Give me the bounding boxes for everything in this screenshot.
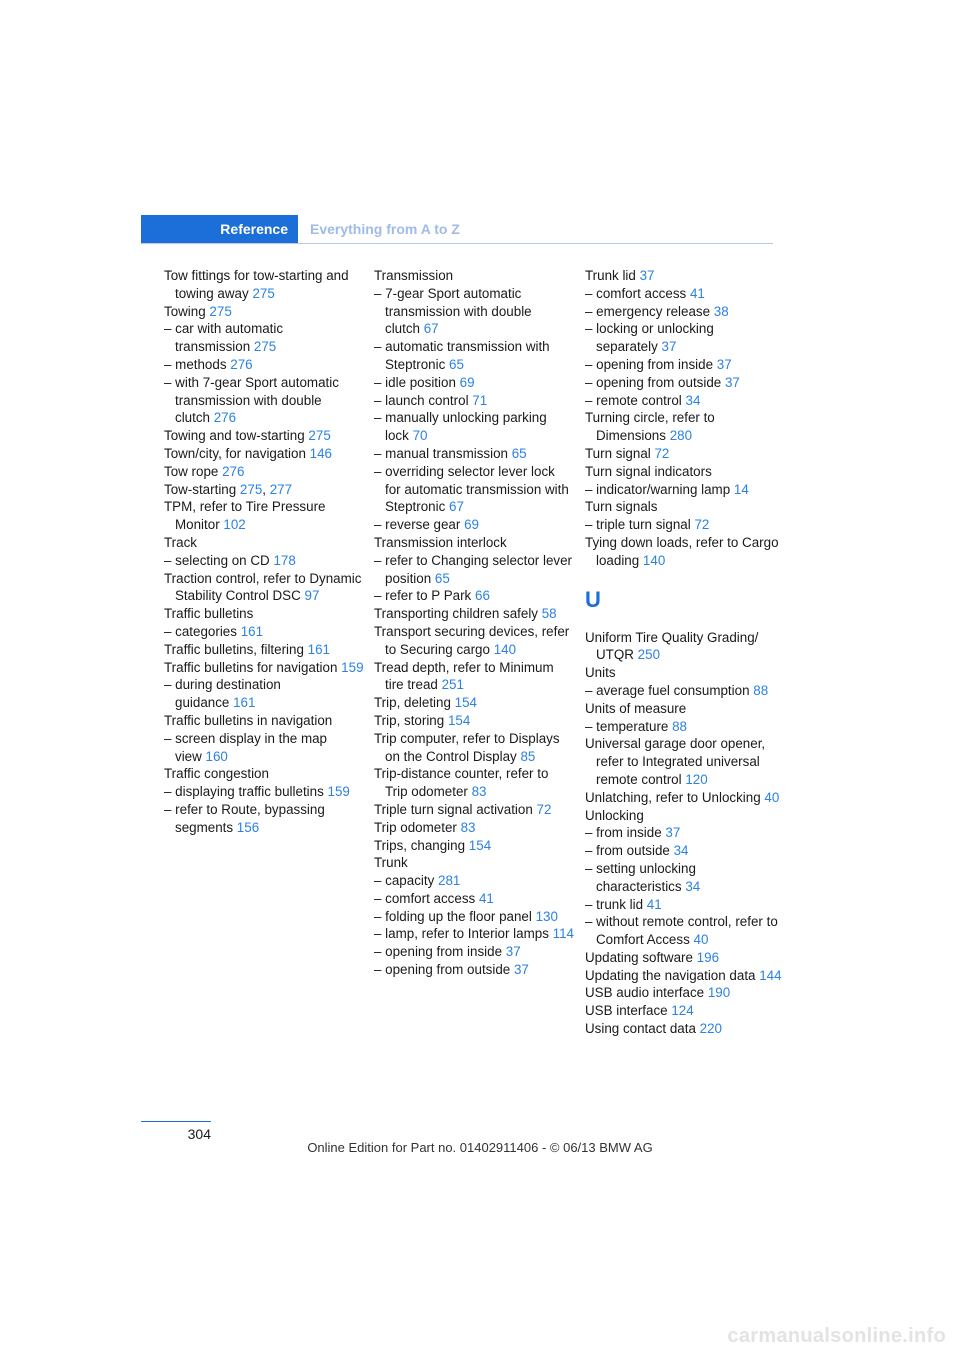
page-reference-link[interactable]: 220	[699, 1021, 722, 1037]
page-reference-link[interactable]: 276	[230, 356, 253, 372]
page-reference-link[interactable]: 69	[464, 517, 479, 533]
index-entry	[374, 623, 574, 659]
index-entry	[585, 303, 785, 321]
index-term: Town/city, for navigation	[164, 445, 306, 461]
index-entry	[374, 659, 574, 695]
page-reference-link[interactable]: 88	[753, 682, 769, 698]
index-term: – 7-gear Sport automatic transmission with double clutch	[374, 285, 532, 337]
index-term: – capacity	[374, 873, 435, 889]
index-entry	[164, 534, 364, 552]
page-reference-link[interactable]: 154	[447, 712, 471, 728]
index-term: – comfort access	[374, 890, 476, 906]
index-entry	[585, 1020, 785, 1038]
index-entry	[374, 890, 574, 908]
page-reference-link[interactable]: 67	[449, 499, 464, 515]
index-term: Trip, deleting	[374, 695, 451, 711]
index-term: – emergency release	[585, 303, 711, 319]
page-reference-link[interactable]: 275	[253, 339, 277, 355]
index-entry	[585, 984, 785, 1002]
page-reference-link[interactable]: 275	[239, 481, 263, 497]
index-entry	[585, 896, 785, 914]
index-term: Traction control, refer to Dynamic Stability Control DSC	[164, 570, 362, 604]
index-entry	[374, 445, 574, 463]
index-term: Triple turn signal activation	[374, 801, 533, 817]
index-entry	[164, 320, 364, 356]
index-entry	[585, 445, 785, 463]
page-reference-link[interactable]: 40	[693, 932, 709, 948]
index-entry	[585, 1002, 785, 1020]
index-term: – during destination guidance	[164, 677, 281, 711]
index-term: – trunk lid	[585, 896, 644, 912]
index-entry	[585, 735, 785, 788]
index-entry	[374, 872, 574, 890]
index-entry	[164, 641, 364, 659]
index-term: Tow-starting	[164, 481, 237, 497]
index-column-1	[164, 267, 364, 837]
page-reference-link[interactable]: 277	[269, 481, 293, 497]
page-reference-link[interactable]: 41	[689, 285, 705, 301]
index-entry	[374, 267, 574, 285]
index-term: Updating the navigation data	[585, 967, 756, 983]
index-entry	[164, 730, 364, 766]
index-entry	[585, 320, 785, 356]
index-entry	[374, 374, 574, 392]
index-term: – automatic transmission with Steptronic	[374, 339, 550, 372]
page-reference-link[interactable]: 88	[672, 718, 688, 734]
page-reference-link[interactable]: 190	[707, 985, 731, 1001]
page-reference-link[interactable]: 65	[511, 445, 527, 461]
index-entry	[164, 801, 364, 837]
index-term: Towing	[164, 303, 206, 319]
page-reference-link[interactable]: 72	[694, 517, 710, 533]
index-term: Traffic bulletins, filtering	[164, 641, 304, 657]
index-term: Tread depth, refer to Minimum tire tread	[374, 659, 554, 693]
index-term: – overriding selector lever lock for automatic transmission with Steptronic	[374, 463, 569, 515]
index-entry	[374, 730, 574, 766]
index-entry	[585, 409, 785, 445]
index-entry	[585, 356, 785, 374]
index-entry	[585, 534, 785, 570]
index-entry	[585, 285, 785, 303]
index-term: Universal garage door opener, refer to Integrated universal remote control	[585, 736, 766, 787]
index-entry	[374, 908, 574, 926]
index-entry	[374, 765, 574, 801]
index-entry	[585, 807, 785, 825]
page-number: 304	[187, 1126, 211, 1142]
page-reference-link[interactable]: 159	[327, 784, 350, 800]
index-term: – reverse gear	[374, 517, 461, 533]
page-reference-link[interactable]: 154	[454, 695, 477, 711]
index-term: Turn signal	[585, 445, 651, 461]
index-entry	[585, 718, 785, 736]
index-term: – opening from inside	[374, 944, 503, 960]
index-entry	[164, 303, 364, 321]
index-term: – launch control	[374, 392, 469, 408]
index-entry	[164, 267, 364, 303]
index-term: – manually unlocking parking lock	[374, 410, 547, 444]
index-entry	[164, 570, 364, 606]
index-entry	[164, 765, 364, 783]
page-reference-link[interactable]: 161	[307, 641, 330, 657]
page-reference-link[interactable]: 38	[713, 303, 729, 319]
index-entry	[585, 860, 785, 896]
index-term: – refer to Changing selector lever position	[374, 552, 572, 586]
index-term: – methods	[164, 356, 227, 372]
index-entry	[164, 676, 364, 712]
page-number-rule	[141, 1121, 211, 1122]
index-entry	[164, 498, 364, 534]
page-reference-link[interactable]: 146	[309, 445, 332, 461]
page-reference-link[interactable]: 83	[460, 819, 476, 835]
page-reference-link[interactable]: 178	[273, 552, 296, 568]
page-reference-link[interactable]: 71	[472, 392, 488, 408]
index-entry	[374, 409, 574, 445]
index-term: Tow fittings for tow-starting and towing away	[164, 268, 349, 301]
page-reference-link[interactable]: 280	[669, 428, 693, 444]
page-reference-link[interactable]: 66	[475, 588, 490, 604]
index-term: Traffic bulletins	[164, 606, 254, 622]
index-entry	[585, 392, 785, 410]
index-entry	[164, 623, 364, 641]
index-entry	[374, 801, 574, 819]
index-entry	[585, 913, 785, 949]
index-term: – displaying traffic bulletins	[164, 784, 324, 800]
index-term: Towing and tow-starting	[164, 428, 305, 444]
index-entry	[585, 664, 785, 682]
index-term: Trips, changing	[374, 837, 466, 853]
index-entry	[585, 498, 785, 516]
watermark: carmanualsonline.info	[727, 1325, 946, 1347]
index-term: Tying down loads, refer to Cargo loading	[585, 534, 779, 568]
index-entry	[374, 338, 574, 374]
index-entry	[374, 961, 574, 979]
index-entry	[374, 712, 574, 730]
index-term: – lamp, refer to Interior lamps	[374, 926, 549, 942]
index-term: – opening from outside	[374, 962, 511, 978]
index-term: – folding up the floor panel	[374, 908, 532, 924]
index-term: TPM, refer to Tire Pressure Monitor	[164, 499, 326, 533]
index-entry	[374, 552, 574, 588]
index-term: Trip computer, refer to Displays on the Control Display	[374, 730, 560, 764]
index-entry	[585, 463, 785, 481]
index-entry	[585, 481, 785, 499]
page-reference-link[interactable]: 34	[685, 878, 701, 894]
index-entry	[164, 427, 364, 445]
index-entry	[585, 267, 785, 285]
index-term: – refer to Route, bypassing segments	[164, 801, 325, 835]
index-term: – locking or unlocking separately	[585, 321, 714, 355]
index-entry	[585, 824, 785, 842]
index-entry	[374, 534, 574, 552]
page-reference-link[interactable]: 161	[240, 623, 264, 639]
index-term: – without remote control, refer to Comfort Access	[585, 914, 778, 948]
page-reference-link[interactable]: 14	[733, 481, 749, 497]
page-reference-link[interactable]: 124	[671, 1003, 694, 1019]
page-reference-link[interactable]: 67	[423, 321, 439, 337]
page-reference-link[interactable]: 37	[716, 356, 732, 372]
index-entry	[164, 659, 364, 677]
index-term: Trip odometer	[374, 819, 457, 835]
index-term: Using contact data	[585, 1021, 696, 1037]
page-reference-link[interactable]: 37	[665, 825, 681, 841]
page-reference-link[interactable]: 40	[764, 789, 780, 805]
index-term: Transmission	[374, 268, 454, 283]
index-term: – setting unlocking characteristics	[585, 860, 696, 894]
index-term: Turn signals	[585, 499, 658, 515]
index-entry	[164, 605, 364, 623]
page-reference-link[interactable]: 144	[759, 967, 782, 983]
page-reference-link[interactable]: 72	[654, 445, 670, 461]
index-term: – opening from inside	[585, 356, 714, 372]
page-reference-link[interactable]: 276	[222, 463, 245, 479]
index-entry	[164, 552, 364, 570]
index-term: Track	[164, 534, 197, 550]
index-term: – selecting on CD	[164, 552, 270, 568]
page-reference-link[interactable]: 275	[308, 428, 331, 444]
index-term: Transport securing devices, refer to Securing cargo	[374, 623, 570, 657]
index-term: Unlatching, refer to Unlocking	[585, 789, 761, 805]
index-term: – screen display in the map view	[164, 730, 328, 764]
page-reference-link[interactable]: 72	[536, 801, 552, 817]
index-term: – car with automatic transmission	[164, 321, 284, 355]
index-term: – with 7-gear Sport automatic transmission with double clutch	[164, 374, 339, 426]
page-reference-link[interactable]: 161	[233, 695, 256, 711]
index-entry	[164, 374, 364, 427]
index-term: – triple turn signal	[585, 517, 691, 533]
index-entry	[374, 943, 574, 961]
page-reference-link[interactable]: 102	[223, 517, 246, 533]
index-term: Trip-distance counter, refer to Trip odometer	[374, 766, 549, 800]
index-term: Tow rope	[164, 463, 219, 479]
page-reference-link[interactable]: 130	[535, 908, 558, 924]
page-reference-link[interactable]: 37	[639, 268, 655, 283]
index-term: – remote control	[585, 392, 682, 408]
page-reference-link[interactable]: 196	[696, 949, 720, 965]
index-term: Updating software	[585, 949, 693, 965]
section-subtitle: Everything from A to Z	[310, 221, 460, 237]
index-term: – from outside	[585, 843, 670, 859]
page-reference-link[interactable]: 37	[661, 339, 677, 355]
index-term: Turn signal indicators	[585, 463, 712, 479]
section-tab: Reference	[141, 215, 298, 243]
page-reference-link[interactable]: 37	[513, 962, 529, 978]
page-reference-link[interactable]: 34	[673, 843, 689, 859]
index-entry	[374, 837, 574, 855]
page-reference-link[interactable]: 140	[493, 641, 517, 657]
page-reference-link[interactable]: 41	[646, 896, 662, 912]
index-letter-heading: U	[585, 586, 601, 612]
index-entry	[164, 445, 364, 463]
index-term: – refer to P Park	[374, 588, 472, 604]
index-term: – opening from outside	[585, 374, 722, 390]
index-entry	[374, 392, 574, 410]
index-column-3	[585, 267, 785, 1038]
index-term: Traffic congestion	[164, 766, 269, 782]
index-entry	[164, 463, 364, 481]
index-term: Trunk lid	[585, 268, 636, 283]
page-reference-link[interactable]: 37	[724, 374, 740, 390]
index-entry: Tow-starting 275, 277	[164, 481, 293, 497]
page-reference-link[interactable]: 154	[468, 837, 492, 853]
index-entry	[374, 819, 574, 837]
index-entry	[585, 629, 785, 665]
index-entry	[585, 842, 785, 860]
page-reference-link[interactable]: 120	[685, 771, 708, 787]
index-entry	[585, 949, 785, 967]
index-entry	[585, 789, 785, 807]
page-reference-link[interactable]: 41	[478, 890, 494, 906]
page-reference-link[interactable]: 69	[459, 374, 475, 390]
index-term: Turning circle, refer to Dimensions	[585, 410, 715, 444]
index-column-2	[374, 267, 574, 979]
page-reference-link[interactable]: 58	[541, 606, 557, 622]
index-entry	[585, 700, 785, 718]
index-term: Traffic bulletins for navigation	[164, 659, 338, 675]
index-term: Uniform Tire Quality Grading/ UTQR	[585, 629, 759, 663]
index-entry	[374, 694, 574, 712]
index-entry	[374, 463, 574, 516]
page-reference-link[interactable]: 65	[449, 356, 464, 372]
index-term: – indicator/warning lamp	[585, 481, 731, 497]
index-term: USB interface	[585, 1003, 668, 1019]
index-entry	[585, 967, 785, 985]
section-header	[141, 215, 773, 244]
index-term: – average fuel consumption	[585, 682, 750, 698]
index-entry	[585, 682, 785, 700]
footer-edition: Online Edition for Part no. 01402911406 - © 06/13 BMW AG	[307, 1140, 653, 1155]
page-reference-link[interactable]: 276	[213, 410, 237, 426]
index-term: – idle position	[374, 374, 456, 390]
page-reference-link[interactable]: 83	[471, 784, 487, 800]
index-entry	[164, 712, 364, 730]
index-entry	[374, 605, 574, 623]
index-term: – comfort access	[585, 285, 687, 301]
page-reference-link[interactable]: 281	[438, 873, 461, 889]
index-entry	[164, 783, 364, 801]
index-term: Trip, storing	[374, 712, 445, 728]
index-entry	[585, 374, 785, 392]
index-term: Trunk	[374, 855, 408, 871]
index-term: – from inside	[585, 825, 662, 841]
page-reference-link[interactable]: 140	[642, 552, 666, 568]
page-reference-link[interactable]: 37	[505, 944, 521, 960]
index-entry	[374, 587, 574, 605]
page-reference-link[interactable]: 159	[341, 659, 364, 675]
page-reference-link[interactable]: 85	[520, 748, 536, 764]
index-entry	[374, 285, 574, 338]
page-reference-link[interactable]: 156	[236, 819, 260, 835]
index-entry	[164, 356, 364, 374]
index-term: – categories	[164, 623, 237, 639]
page-reference-link[interactable]: 34	[685, 392, 701, 408]
index-term: Transporting children safely	[374, 606, 538, 622]
index-term: – temperature	[585, 718, 669, 734]
index-term: Unlocking	[585, 807, 644, 823]
index-term: USB audio interface	[585, 985, 705, 1001]
index-term: Traffic bulletins in navigation	[164, 712, 333, 728]
page-reference-link[interactable]: 114	[552, 926, 574, 942]
page-reference-link[interactable]: 65	[434, 570, 450, 586]
page-reference-link[interactable]: 250	[637, 647, 661, 663]
page-reference-link[interactable]: 275	[209, 303, 232, 319]
page-reference-link[interactable]: 251	[441, 677, 464, 693]
page-reference-link[interactable]: 275	[252, 285, 275, 301]
page-reference-link[interactable]: 160	[205, 748, 228, 764]
index-entry	[585, 516, 785, 534]
index-term: Units of measure	[585, 700, 687, 716]
index-entry	[374, 516, 574, 534]
index-term: Transmission interlock	[374, 534, 507, 550]
index-term: Units	[585, 665, 616, 681]
page-reference-link[interactable]: 70	[412, 428, 428, 444]
page-reference-link[interactable]: 97	[304, 588, 320, 604]
index-term: – manual transmission	[374, 445, 508, 461]
index-entry	[374, 925, 574, 943]
index-entry	[374, 854, 574, 872]
